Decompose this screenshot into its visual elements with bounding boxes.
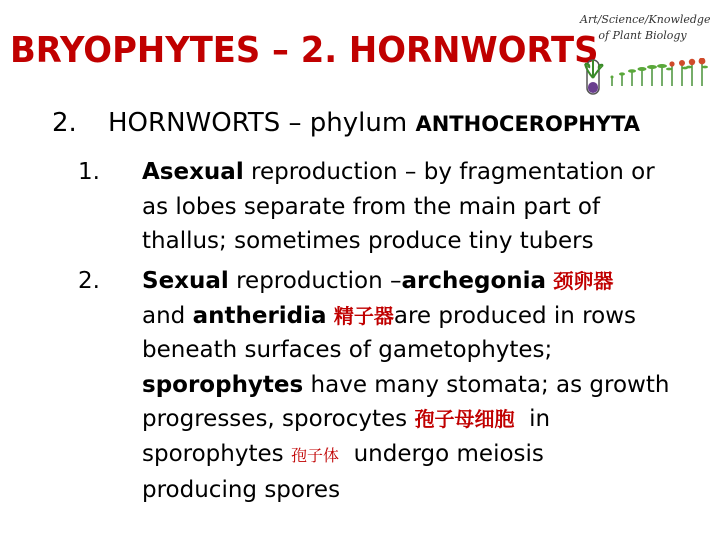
text-line: thallus; sometimes produce tiny tubers bbox=[142, 228, 594, 254]
term-antheridia: antheridia bbox=[192, 302, 327, 329]
sprouts-icon bbox=[608, 58, 716, 88]
chinese-antheridia: 精子器 bbox=[333, 303, 394, 328]
text-run: and bbox=[142, 302, 193, 329]
item-text bbox=[142, 264, 720, 508]
chinese-sporophytes: 孢子体 bbox=[290, 445, 339, 465]
term-sexual: Sexual bbox=[142, 268, 229, 294]
plant-biology-logo bbox=[570, 6, 718, 98]
logo-caption bbox=[580, 12, 711, 44]
text-line: as lobes separate from the main part of bbox=[142, 193, 601, 220]
heading-number: 2. bbox=[52, 108, 77, 138]
logo-line-1: Art/Science/Knowledge bbox=[580, 13, 711, 26]
item-number: 1. bbox=[78, 159, 100, 185]
section-heading bbox=[52, 108, 640, 138]
text-line: reproduction – by fragmentation or bbox=[243, 159, 655, 185]
term-asexual: Asexual bbox=[142, 159, 244, 185]
term-sporophytes: sporophytes bbox=[142, 371, 304, 398]
item-text bbox=[142, 155, 720, 259]
text-run: have many stomata; as growth bbox=[303, 371, 670, 398]
logo-line-2: of Plant Biology bbox=[598, 29, 687, 42]
text-line: beneath surfaces of gametophytes; bbox=[142, 337, 553, 363]
slide-title: BRYOPHYTES – 2. HORNWORTS bbox=[10, 30, 599, 71]
text-line: producing spores bbox=[142, 477, 341, 503]
text-run: sporophytes bbox=[142, 440, 291, 467]
text-run: are produced in rows bbox=[393, 302, 636, 329]
chinese-archegonia: 颈卵器 bbox=[553, 269, 614, 293]
test-tube-icon bbox=[582, 56, 606, 98]
chinese-sporocytes: 孢子母细胞 bbox=[414, 407, 515, 431]
item-number: 2. bbox=[78, 268, 100, 294]
text-run: undergo meiosis bbox=[338, 440, 544, 467]
term-archegonia: archegonia bbox=[401, 268, 547, 294]
heading-phylum: ANTHOCEROPHYTA bbox=[415, 112, 640, 136]
text-run: reproduction – bbox=[228, 268, 402, 294]
text-run: progresses, sporocytes bbox=[142, 406, 415, 432]
text-run: in bbox=[514, 406, 551, 432]
heading-main: HORNWORTS – phylum bbox=[108, 108, 408, 138]
